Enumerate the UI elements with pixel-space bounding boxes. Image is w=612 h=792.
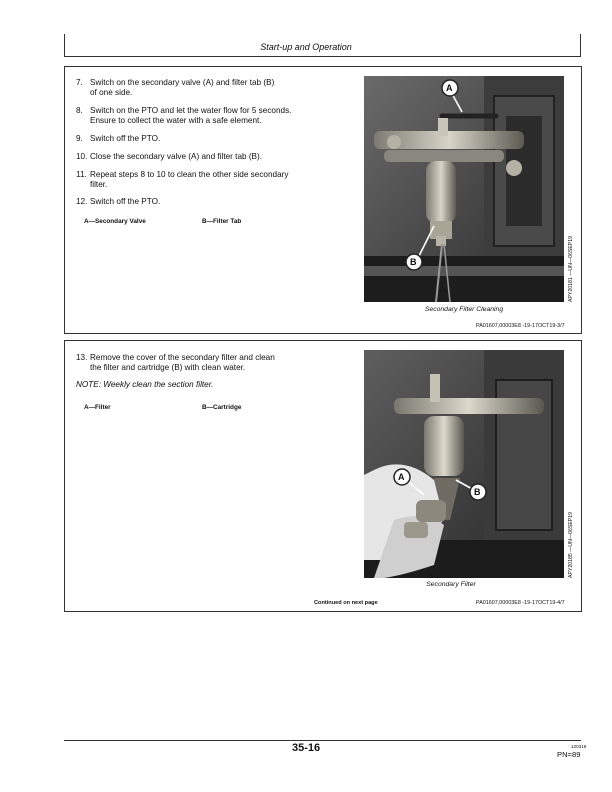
photo-reference: APY20181 —UN—06SEP19 (568, 235, 574, 302)
photo-secondary-filter (364, 350, 564, 578)
step-item: 12. Switch off the PTO. (76, 197, 161, 206)
legend-a: A—Secondary Valve (84, 218, 146, 225)
page-header-title: Start-up and Operation (260, 42, 352, 52)
legend-a: A—Filter (84, 404, 111, 411)
legend-b: B—Filter Tab (202, 218, 242, 225)
photo-caption: Secondary Filter (426, 581, 476, 588)
step-item: 11. Repeat steps 8 to 10 to clean the other side secondary filter. (76, 170, 289, 189)
footer-rule (64, 740, 581, 741)
step-item: 8. Switch on the PTO and let the water flow for 5 seconds. Ensure to collect the water with a safe element. (76, 106, 292, 125)
step-item: 10. Close the secondary valve (A) and filter tab (B). (76, 152, 263, 161)
photo-reference: APY20185 —UN—06SEP19 (568, 511, 574, 578)
callout-a: A (398, 472, 405, 482)
continued-note: Continued on next page (314, 600, 378, 606)
callout-b: B (474, 487, 481, 497)
doc-reference: PA01607,00003E8 -19-17OCT19-3/7 (476, 323, 565, 329)
step-item: 9. Switch off the PTO. (76, 134, 161, 143)
photo-illustration (364, 350, 564, 578)
callout-a: A (446, 83, 453, 93)
legend-b: B—Cartridge (202, 404, 242, 411)
pn-label: PN=89 (557, 750, 581, 759)
photo-illustration (364, 76, 564, 302)
note-text: NOTE: Weekly clean the section filter. (76, 380, 214, 389)
step-item: 13. Remove the cover of the secondary filter and clean the filter and cartridge (B) with clean water. (76, 353, 275, 372)
callout-b: B (410, 257, 417, 267)
header-bottom-rule (64, 56, 581, 57)
photo-secondary-filter-cleaning (364, 76, 564, 302)
footer-code: 120319 (571, 744, 587, 749)
doc-reference: PA01607,00003E8 -19-17OCT19-4/7 (476, 600, 565, 606)
step-item: 7. Switch on the secondary valve (A) and filter tab (B) of one side. (76, 78, 275, 97)
page-number: 35-16 (292, 742, 321, 754)
photo-caption: Secondary Filter Cleaning (424, 306, 504, 313)
